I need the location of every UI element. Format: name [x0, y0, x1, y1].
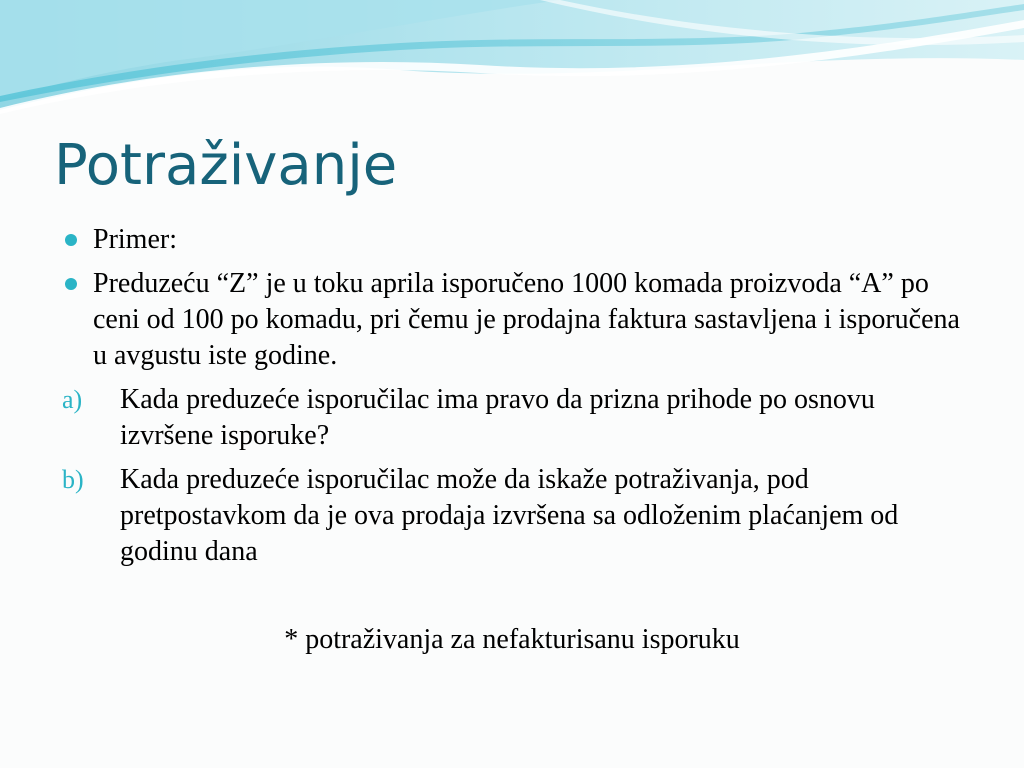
- bullet-text: Preduzeću “Z” je u toku aprila isporučeno 1000 komada proizvoda “A” po ceni od 100 po komadu, pri čemu je prodajna faktura sastavljena i isporučena u avgustu iste godine.: [93, 268, 960, 371]
- bullet-dot-icon: [65, 278, 77, 290]
- bullet-item: [62, 266, 962, 374]
- question-marker: b): [62, 465, 84, 494]
- slide-title: Potraživanje: [54, 133, 398, 198]
- bullet-text: Primer:: [93, 224, 177, 255]
- question-text: Kada preduzeće isporučilac ima pravo da prizna prihode po osnovu izvršene isporuke?: [120, 384, 875, 451]
- header-wave-decoration: [0, 0, 1024, 120]
- slide-body: [62, 222, 962, 578]
- bullet-item: [62, 222, 962, 258]
- question-marker: a): [62, 385, 83, 414]
- bullet-dot-icon: [65, 234, 77, 246]
- question-text: Kada preduzeće isporučilac može da iskaže potraživanja, pod pretpostavkom da je ova prodaja izvršena sa odloženim plaćanjem od godinu dana: [120, 464, 899, 567]
- footnote: * potraživanja za nefakturisanu isporuku: [284, 624, 740, 655]
- question-item: [62, 382, 962, 454]
- question-item: [62, 462, 962, 570]
